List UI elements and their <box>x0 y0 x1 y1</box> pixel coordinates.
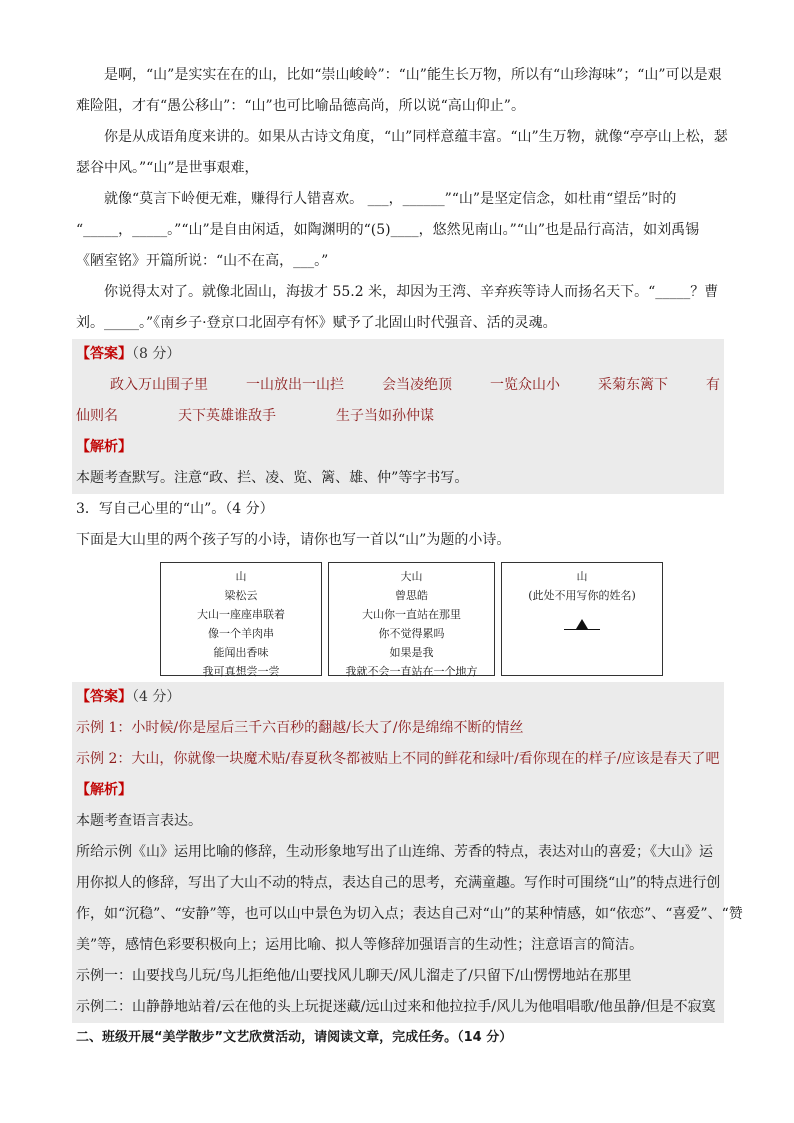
answer1-item: 会当凌绝顶 <box>382 377 452 393</box>
q3-intro: 下面是大山里的两个孩子写的小诗，请你也写一首以“山”为题的小诗。 <box>76 532 511 548</box>
answer1-item: 一山放出一山拦 <box>246 377 344 393</box>
answer1-row2 <box>76 401 720 432</box>
analysis2-line: 美”等，感情色彩要积极向上；运用比喻、拟人等修辞加强语言的生动性；注意语言的简洁。 <box>76 937 644 953</box>
poem-author-placeholder: (此处不用写你的姓名) <box>528 589 636 602</box>
answer2-label: 【答案】 <box>76 689 132 705</box>
poem-title: 山 <box>576 570 588 583</box>
analysis2-line: 作，如“沉稳”、“安静”等，也可以山中景色为切入点；表达自己对“山”的某种情感，如“依恋”、“喜爱”、“赞 <box>76 906 743 922</box>
poem-title: 大山 <box>400 570 423 583</box>
analysis2-line: 示例二：山静静地站着/云在他的头上玩捉迷藏/远山过来和他拉拉手/风儿为他唱唱歌/他虽静/但是不寂寞 <box>76 999 716 1015</box>
answer1-item: 采菊东篱下 <box>598 377 668 393</box>
para2-line1: 你是从成语角度来讲的。如果从古诗文角度，“山”同样意蕴丰富。“山”生万物，就像“亭亭山上松，瑟 <box>104 129 728 145</box>
analysis2-line: 所给示例《山》运用比喻的修辞，生动形象地写出了山连绵、芳香的特点，表达对山的喜爱；《大山》运 <box>76 844 713 860</box>
para1-line2: 难险阻，才有“愚公移山”：“山”也可比喻品德高尚，所以说“高山仰止”。 <box>76 98 525 114</box>
poem-line: 你不觉得累吗 <box>378 627 445 640</box>
poem-line: 大山你一直站在那里 <box>362 608 461 621</box>
answer-line <box>564 629 600 630</box>
answer1-row1 <box>76 370 720 401</box>
answer2-score: （4 分） <box>132 689 181 705</box>
poem-line: 像一个羊肉串 <box>208 627 274 640</box>
poem-line: 我就不会一直站在一个地方 <box>345 665 478 678</box>
para2-line2: 瑟谷中风。”“山”是世事艰难， <box>76 160 259 176</box>
answer2-example1: 示例 1：小时候/你是屋后三千六百秒的翻越/长大了/你是绵绵不断的情丝 <box>76 720 524 736</box>
section2-heading: 二、班级开展“美学散步”文艺欣赏活动，请阅读文章，完成任务。（14 分） <box>76 1030 513 1045</box>
triangle-icon <box>576 619 588 629</box>
document-page <box>76 60 743 1053</box>
answer1-item: 政入万山围子里 <box>110 377 208 393</box>
poem-author: 梁松云 <box>224 589 258 602</box>
para3-line3: 《陋室铭》开篇所说：“山不在高，___。” <box>76 253 329 269</box>
poem-title: 山 <box>235 570 247 583</box>
answer1-item: 一览众山小 <box>490 377 560 393</box>
poem-line: 大山一座座串联着 <box>197 608 285 621</box>
q3-title: 3．写自己心里的“山”。（4 分） <box>76 501 274 517</box>
poem-line: 如果是我 <box>389 646 434 659</box>
poem-author: 曾思皓 <box>395 589 428 602</box>
answer1-item: 仙则名 <box>76 408 118 424</box>
analysis2-label: 【解析】 <box>76 782 132 798</box>
para1-line1: 是啊，“山”是实实在在的山，比如“崇山峻岭”：“山”能生长万物，所以有“山珍海味”；“山”可以是艰 <box>104 67 722 83</box>
analysis2-line: 示例一：山要找鸟儿玩/鸟儿拒绝他/山要找风儿聊天/风儿溜走了/只留下/山愣愣地站在那里 <box>76 968 632 984</box>
para3-line1: 就像“莫言下岭便无难，赚得行人错喜欢。 ___，______”“山”是坚定信念，如杜甫“望岳”时的 <box>104 191 677 207</box>
answer1-block <box>72 339 724 494</box>
poem-box-3[interactable] <box>501 562 663 676</box>
answer2-block <box>72 682 743 1023</box>
answer1-label: 【答案】 <box>76 346 132 362</box>
answer1-item: 有 <box>706 377 720 393</box>
para3-line2: “_____，_____。”“山”是自由闲适，如陶渊明的“(5)____，悠然见南山。”“山”也是品行高洁，如刘禹锡 <box>76 222 700 238</box>
analysis2-line: 本题考查语言表达。 <box>76 813 202 829</box>
answer2-example2: 示例 2：大山，你就像一块魔术贴/春夏秋冬都被贴上不同的鲜花和绿叶/看你现在的样子/应该是春天了吧 <box>76 751 720 767</box>
para4-line2: 刘。_____。”《南乡子·登京口北固亭有怀》赋予了北固山时代强音、活的灵魂。 <box>76 315 557 331</box>
answer1-score: （8 分） <box>132 346 181 362</box>
poem-box-2 <box>328 562 495 676</box>
poem-box-1 <box>160 562 322 676</box>
answer1-item: 生子当如孙仲谋 <box>336 408 434 424</box>
poem-boxes <box>160 562 720 676</box>
poem-line: 我可真想尝一尝 <box>202 665 280 678</box>
answer1-item: 天下英雄谁敌手 <box>178 408 276 424</box>
analysis1-text: 本题考查默写。注意“政、拦、凌、览、篱、雄、仲”等字书写。 <box>76 470 469 486</box>
para4-line1: 你说得太对了。就像北固山，海拔才 55.2 米，却因为王湾、辛弃疾等诗人而扬名天下。“_____？曹 <box>104 284 719 300</box>
analysis2-line: 用你拟人的修辞，写出了大山不动的特点，表达自己的思考，充满童趣。写作时可围绕“山”的特点进行创 <box>76 875 721 891</box>
analysis1-label: 【解析】 <box>76 439 132 455</box>
poem-line: 能闻出香味 <box>213 646 269 659</box>
